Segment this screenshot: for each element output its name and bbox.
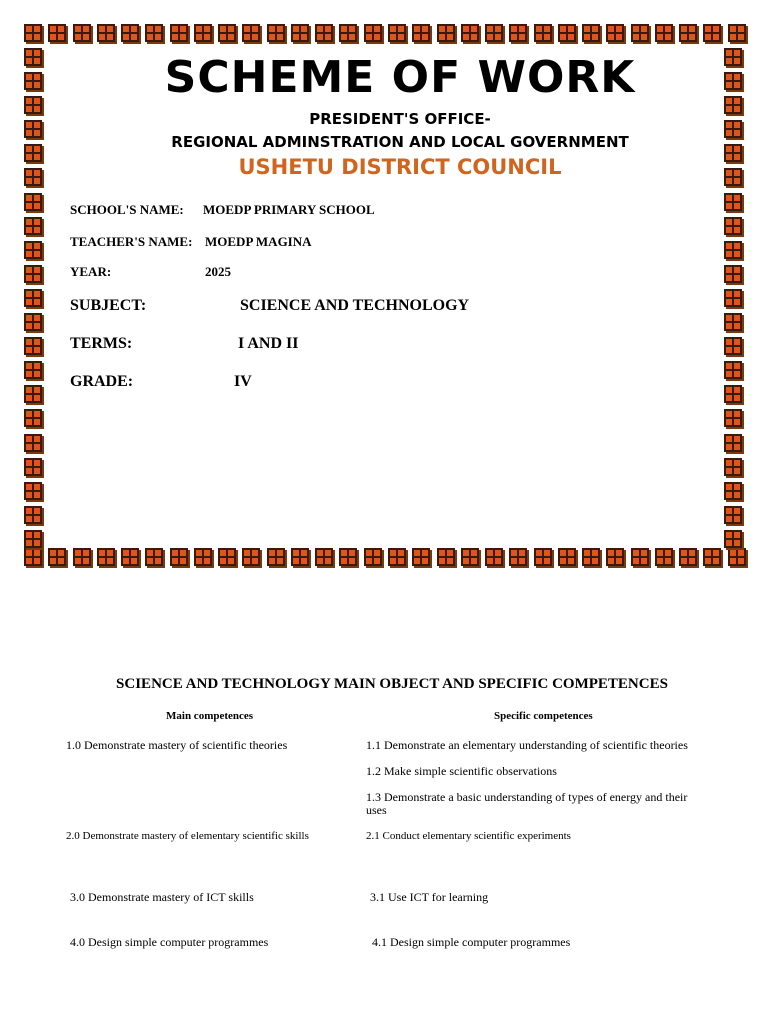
border-box-icon bbox=[242, 548, 260, 566]
grade-label: GRADE: bbox=[70, 373, 134, 390]
border-box-icon bbox=[679, 548, 697, 566]
border-box-icon bbox=[24, 482, 42, 500]
border-box-icon bbox=[267, 548, 285, 566]
teacher-value: MOEDP MAGINA bbox=[205, 234, 312, 249]
border-box-icon bbox=[724, 313, 742, 331]
border-box-icon bbox=[24, 434, 42, 452]
main-competence-item: 1.0 Demonstrate mastery of scientific theories bbox=[66, 738, 288, 752]
border-box-icon bbox=[170, 548, 188, 566]
border-box-icon bbox=[339, 548, 357, 566]
border-box-icon bbox=[412, 24, 430, 42]
year-label: YEAR: bbox=[70, 264, 112, 279]
specific-competence-item: 3.1 Use ICT for learning bbox=[370, 890, 489, 904]
page-title: SCHEME OF WORK bbox=[164, 52, 636, 103]
border-box-icon bbox=[724, 217, 742, 235]
border-box-icon bbox=[24, 241, 42, 259]
school-label: SCHOOL'S NAME: bbox=[70, 202, 184, 217]
border-box-icon bbox=[655, 24, 673, 42]
border-box-icon bbox=[121, 548, 139, 566]
main-competence-item: 2.0 Demonstrate mastery of elementary scientific skills bbox=[66, 830, 309, 842]
border-box-icon bbox=[48, 548, 66, 566]
border-box-icon bbox=[145, 548, 163, 566]
border-box-icon bbox=[485, 24, 503, 42]
border-box-icon bbox=[509, 24, 527, 42]
border-box-icon bbox=[724, 265, 742, 283]
border-box-icon bbox=[73, 548, 91, 566]
subject-value: SCIENCE AND TECHNOLOGY bbox=[240, 297, 470, 314]
border-box-icon bbox=[24, 217, 42, 235]
border-box-icon bbox=[724, 482, 742, 500]
border-box-icon bbox=[24, 458, 42, 476]
border-box-icon bbox=[606, 24, 624, 42]
border-box-icon bbox=[724, 434, 742, 452]
border-box-icon bbox=[558, 548, 576, 566]
border-box-icon bbox=[315, 24, 333, 42]
border-box-icon bbox=[339, 24, 357, 42]
border-box-icon bbox=[655, 548, 673, 566]
border-box-icon bbox=[364, 24, 382, 42]
border-box-icon bbox=[631, 24, 649, 42]
terms-value: I AND II bbox=[238, 335, 299, 352]
border-box-icon bbox=[24, 530, 42, 548]
main-competences-header: Main competences bbox=[166, 710, 254, 722]
border-box-icon bbox=[194, 548, 212, 566]
border-box-icon bbox=[724, 289, 742, 307]
border-box-icon bbox=[724, 361, 742, 379]
border-box-icon bbox=[724, 337, 742, 355]
border-box-icon bbox=[194, 24, 212, 42]
border-box-icon bbox=[724, 458, 742, 476]
border-box-icon bbox=[437, 24, 455, 42]
border-box-icon bbox=[412, 548, 430, 566]
border-box-icon bbox=[364, 548, 382, 566]
border-box-icon bbox=[291, 548, 309, 566]
border-box-icon bbox=[703, 24, 721, 42]
specific-competence-item: 1.3 Demonstrate a basic understanding of types of energy and their uses bbox=[366, 790, 688, 817]
border-box-icon bbox=[24, 289, 42, 307]
school-value: MOEDP PRIMARY SCHOOL bbox=[203, 202, 375, 217]
year-value: 2025 bbox=[205, 264, 231, 279]
terms-label: TERMS: bbox=[70, 335, 133, 352]
border-box-icon bbox=[461, 548, 479, 566]
border-box-icon bbox=[315, 548, 333, 566]
border-box-icon bbox=[388, 548, 406, 566]
border-box-icon bbox=[437, 548, 455, 566]
border-box-icon bbox=[728, 548, 746, 566]
border-box-icon bbox=[267, 24, 285, 42]
border-box-icon bbox=[24, 337, 42, 355]
border-box-icon bbox=[724, 385, 742, 403]
border-box-icon bbox=[461, 24, 479, 42]
specific-competence-item: 4.1 Design simple computer programmes bbox=[372, 935, 571, 949]
competences-title: SCIENCE AND TECHNOLOGY MAIN OBJECT AND SPECIFIC COMPETENCES bbox=[116, 676, 668, 692]
border-box-icon bbox=[724, 409, 742, 427]
government-heading: REGIONAL ADMINSTRATION AND LOCAL GOVERNMENT bbox=[171, 133, 629, 151]
border-box-icon bbox=[24, 313, 42, 331]
border-box-icon bbox=[606, 548, 624, 566]
border-box-icon bbox=[534, 548, 552, 566]
border-box-icon bbox=[24, 409, 42, 427]
subject-label: SUBJECT: bbox=[70, 297, 147, 314]
grade-value: IV bbox=[234, 373, 252, 390]
border-box-icon bbox=[534, 24, 552, 42]
border-top bbox=[24, 24, 746, 48]
border-box-icon bbox=[48, 24, 66, 42]
border-box-icon bbox=[242, 24, 260, 42]
border-box-icon bbox=[291, 24, 309, 42]
office-heading: PRESIDENT'S OFFICE- bbox=[309, 110, 491, 128]
border-box-icon bbox=[509, 548, 527, 566]
teacher-label: TEACHER'S NAME: bbox=[70, 234, 193, 249]
specific-competence-item: 2.1 Conduct elementary scientific experiments bbox=[366, 830, 571, 842]
border-box-icon bbox=[485, 548, 503, 566]
border-box-icon bbox=[145, 24, 163, 42]
border-box-icon bbox=[97, 548, 115, 566]
border-bottom bbox=[24, 548, 746, 572]
border-box-icon bbox=[24, 506, 42, 524]
border-box-icon bbox=[724, 241, 742, 259]
border-box-icon bbox=[388, 24, 406, 42]
border-box-icon bbox=[724, 506, 742, 524]
border-box-icon bbox=[73, 24, 91, 42]
main-competence-item: 4.0 Design simple computer programmes bbox=[70, 935, 269, 949]
border-box-icon bbox=[582, 548, 600, 566]
border-box-icon bbox=[97, 24, 115, 42]
border-box-icon bbox=[24, 361, 42, 379]
border-box-icon bbox=[121, 24, 139, 42]
specific-competence-item: 1.1 Demonstrate an elementary understanding of scientific theories bbox=[366, 738, 688, 752]
specific-competences-header: Specific competences bbox=[494, 710, 593, 722]
border-box-icon bbox=[24, 193, 42, 211]
border-box-icon bbox=[218, 24, 236, 42]
border-box-icon bbox=[24, 24, 42, 42]
border-box-icon bbox=[679, 24, 697, 42]
border-box-icon bbox=[728, 24, 746, 42]
border-box-icon bbox=[724, 530, 742, 548]
border-box-icon bbox=[582, 24, 600, 42]
main-competence-item: 3.0 Demonstrate mastery of ICT skills bbox=[70, 890, 254, 904]
border-box-icon bbox=[631, 548, 649, 566]
border-box-icon bbox=[724, 193, 742, 211]
border-box-icon bbox=[24, 548, 42, 566]
border-box-icon bbox=[170, 24, 188, 42]
border-box-icon bbox=[558, 24, 576, 42]
border-box-icon bbox=[218, 548, 236, 566]
border-box-icon bbox=[24, 385, 42, 403]
border-box-icon bbox=[703, 548, 721, 566]
specific-competence-item: 1.2 Make simple scientific observations bbox=[366, 764, 557, 778]
border-box-icon bbox=[24, 265, 42, 283]
council-heading: USHETU DISTRICT COUNCIL bbox=[238, 155, 562, 179]
